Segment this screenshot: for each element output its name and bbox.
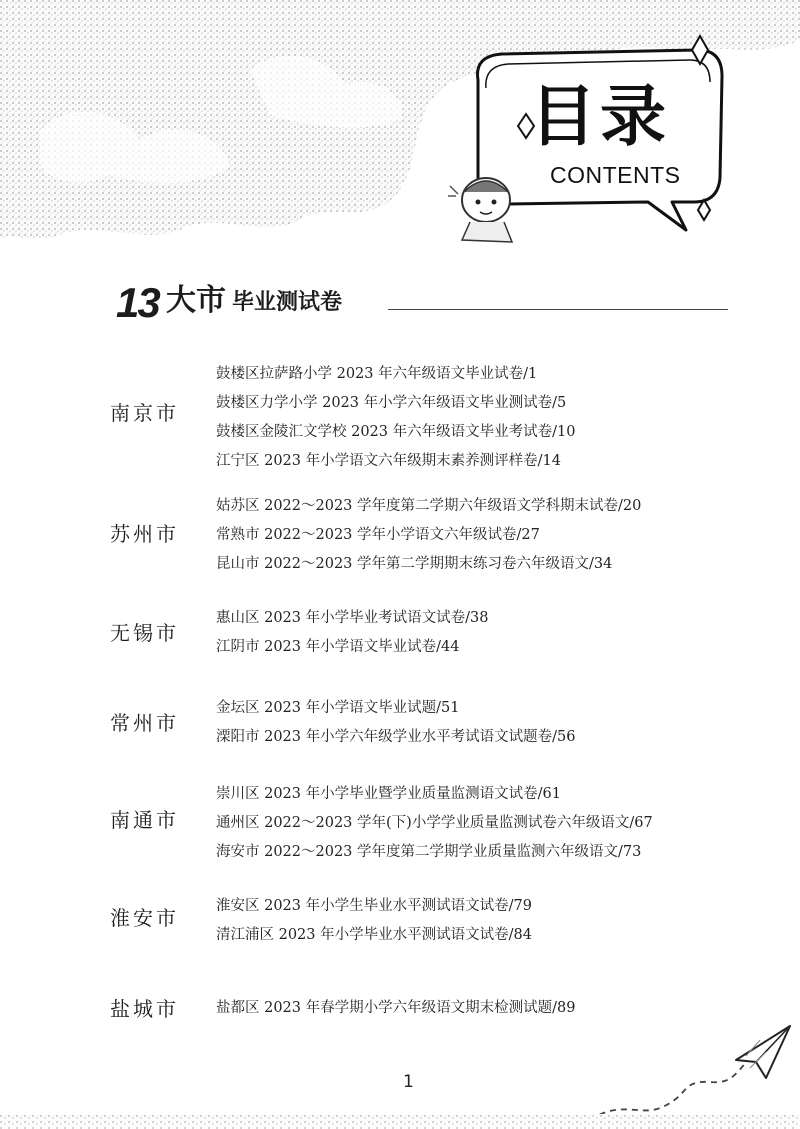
toc-item[interactable]: 鼓楼区力学小学 2023 年小学六年级语文毕业测试卷/5 xyxy=(216,395,567,411)
city-name: 常州市 xyxy=(110,711,179,735)
toc-item[interactable]: 溧阳市 2023 年小学六年级学业水平考试语文试题卷/56 xyxy=(216,729,576,745)
toc-item[interactable]: 清江浦区 2023 年小学毕业水平测试语文试卷/84 xyxy=(216,927,532,943)
toc-list xyxy=(216,780,653,867)
toc-item[interactable]: 通州区 2022～2023 学年(下)小学学业质量监测试卷六年级语文/67 xyxy=(216,815,653,831)
toc-item[interactable]: 昆山市 2022～2023 学年第二学期期末练习卷六年级语文/34 xyxy=(216,556,613,572)
toc-item[interactable]: 淮安区 2023 年小学生毕业水平测试语文试卷/79 xyxy=(216,898,532,914)
toc-list xyxy=(216,994,575,1023)
toc-item[interactable]: 江阴市 2023 年小学语文毕业试卷/44 xyxy=(216,639,460,655)
page-number: 1 xyxy=(403,1072,414,1092)
city-name: 苏州市 xyxy=(110,522,179,546)
toc-list xyxy=(216,892,532,950)
section-divider xyxy=(388,309,728,310)
section-number: 13 xyxy=(116,279,159,326)
city-name: 无锡市 xyxy=(110,621,179,645)
toc-item[interactable]: 惠山区 2023 年小学毕业考试语文试卷/38 xyxy=(216,610,489,626)
city-name: 南通市 xyxy=(110,808,179,832)
toc-list xyxy=(216,492,641,579)
section-title-big: 大市 xyxy=(166,283,226,318)
page-title: 目录 xyxy=(530,78,670,155)
city-name: 盐城市 xyxy=(110,997,179,1021)
section-heading xyxy=(116,279,736,326)
toc-item[interactable]: 常熟市 2022～2023 学年小学语文六年级试卷/27 xyxy=(216,527,540,543)
toc-item[interactable]: 崇川区 2023 年小学毕业暨学业质量监测语文试卷/61 xyxy=(216,786,561,802)
scan-edge-noise xyxy=(0,1108,800,1129)
toc-item[interactable]: 姑苏区 2022～2023 学年度第二学期六年级语文学科期末试卷/20 xyxy=(216,498,642,514)
toc-item[interactable]: 海安市 2022～2023 学年度第二学期学业质量监测六年级语文/73 xyxy=(216,844,642,860)
city-name: 淮安市 xyxy=(110,906,179,930)
mascot-icon xyxy=(448,178,512,242)
toc-item[interactable]: 金坛区 2023 年小学语文毕业试题/51 xyxy=(216,700,460,716)
toc-item[interactable]: 江宁区 2023 年小学语文六年级期末素养测评样卷/14 xyxy=(216,453,561,469)
toc-list xyxy=(216,604,488,662)
city-name: 南京市 xyxy=(110,401,179,425)
page-subtitle: CONTENTS xyxy=(550,162,681,188)
toc-list xyxy=(216,694,575,752)
section-title-small: 毕业测试卷 xyxy=(232,290,343,315)
toc-item[interactable]: 盐都区 2023 年春学期小学六年级语文期末检测试题/89 xyxy=(216,1000,576,1016)
toc-item[interactable]: 鼓楼区金陵汇文学校 2023 年六年级语文毕业考试卷/10 xyxy=(216,424,576,440)
toc-item[interactable]: 鼓楼区拉萨路小学 2023 年六年级语文毕业试卷/1 xyxy=(216,366,538,382)
toc-list xyxy=(216,360,575,476)
